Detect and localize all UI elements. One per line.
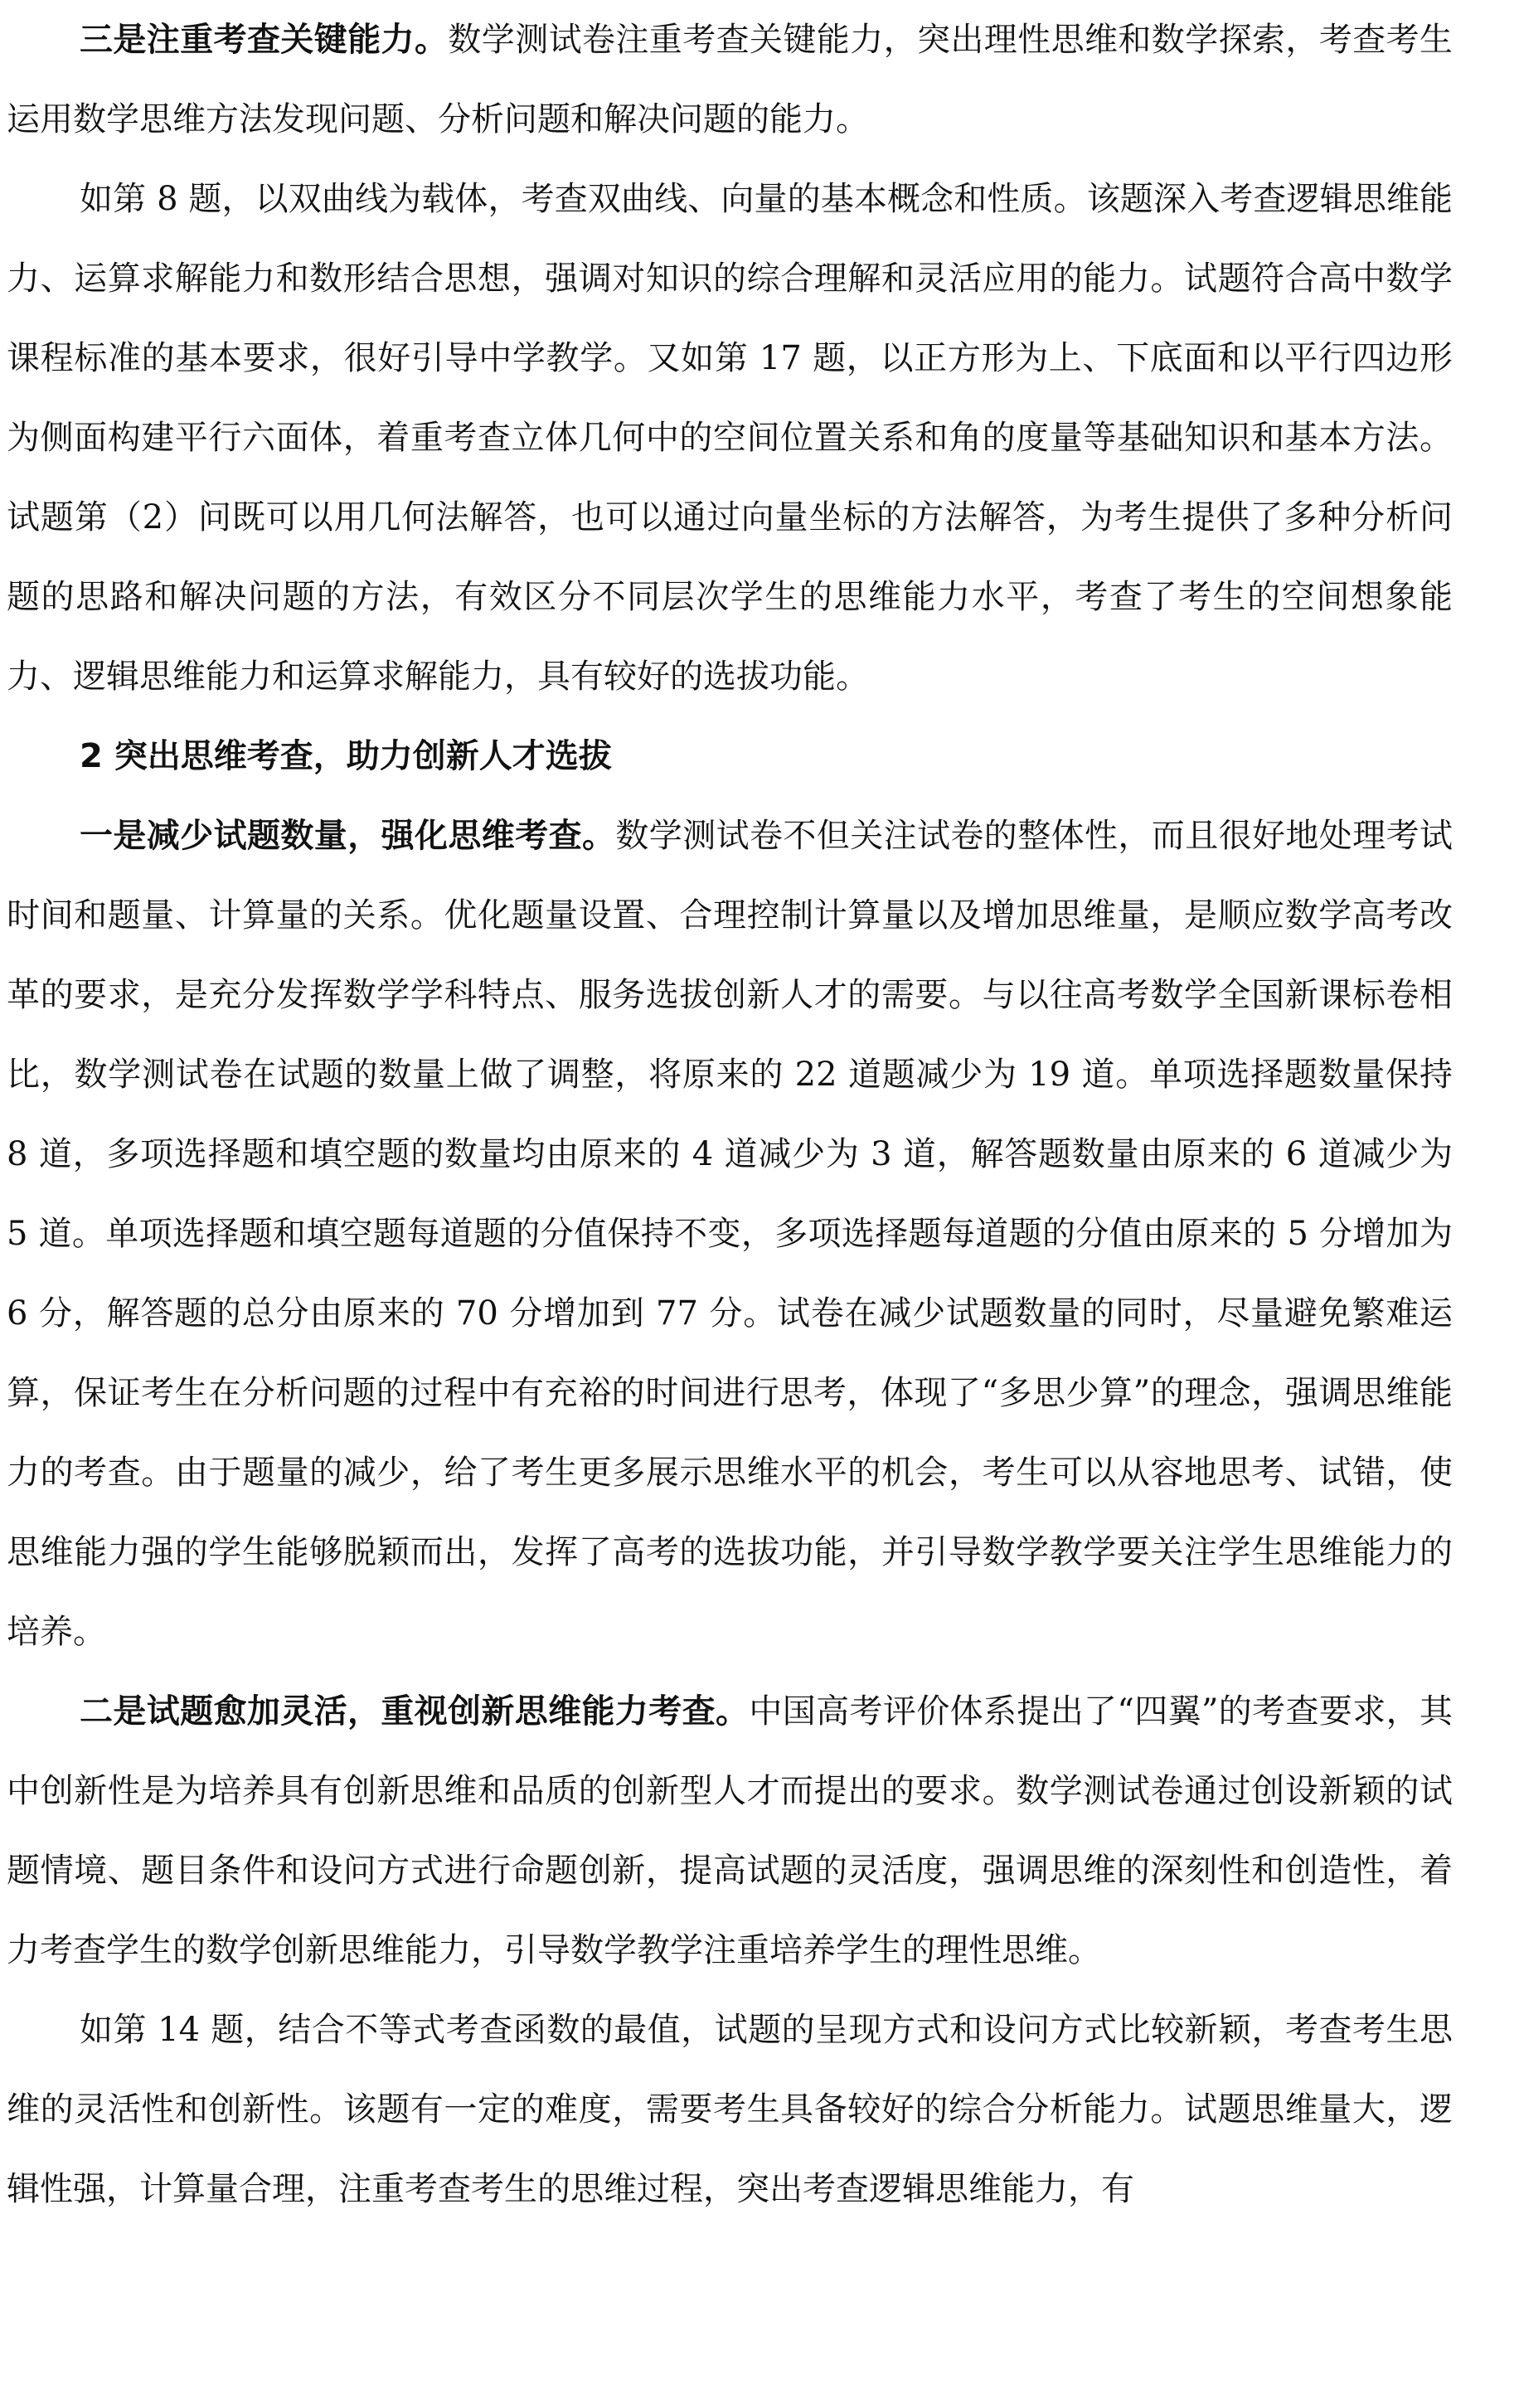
document-page bbox=[7, 0, 1453, 2229]
paragraph-text: 如第 14 题，结合不等式考查函数的最值，试题的呈现方式和设问方式比较新颖，考查考生思维的灵活性和创新性。该题有一定的难度，需要考生具备较好的综合分析能力。试题思维量大，逻辑性强，计算量合理，注重考查考生的思维过程，突出考查逻辑思维能力，有 bbox=[7, 2011, 1453, 2208]
section-heading: 2 突出思维考查，助力创新人才选拔 bbox=[80, 737, 612, 775]
paragraph-flexible-questions bbox=[7, 1672, 1453, 1990]
paragraph-key-abilities bbox=[7, 0, 1453, 159]
paragraph-example-q8-q17 bbox=[7, 159, 1453, 716]
paragraph-example-q14 bbox=[7, 1990, 1453, 2229]
paragraph-lead: 三是注重考查关键能力。 bbox=[80, 21, 449, 59]
paragraph-text: 数学测试卷不但关注试卷的整体性，而且很好地处理考试时间和题量、计算量的关系。优化题量设置、合理控制计算量以及增加思维量，是顺应数学高考改革的要求，是充分发挥数学学科特点、服务选拔创新人才的需要。与以往高考数学全国新课标卷相比，数学测试卷在试题的数量上做了调整，将原来的 22 道题减少为 19 道。单项选择题数量保持 8 道，多项选择题和填空题的数量均由原来的 4 道减少为 3 道，解答题数量由原来的 6 道减少为 5 道。单项选择题和填空题每道题的分值保持不变，多项选择题每道题的分值由原来的 5 分增加为 6 分，解答题的总分由原来的 70 分增加到 77 分。试卷在减少试题数量的同时，尽量避免繁难运算，保证考生在分析问题的过程中有充裕的时间进行思考，体现了“多思少算”的理念，强调思维能力的考查。由于题量的减少，给了考生更多展示思维水平的机会，考生可以从容地思考、试错，使思维能力强的学生能够脱颖而出，发挥了高考的选拔功能，并引导数学教学要关注学生思维能力的培养。 bbox=[7, 817, 1453, 1651]
paragraph-lead: 二是试题愈加灵活，重视创新思维能力考查。 bbox=[80, 1692, 750, 1731]
paragraph-text: 中国高考评价体系提出了“四翼”的考查要求，其中创新性是为培养具有创新思维和品质的创新型人才而提出的要求。数学测试卷通过创设新颖的试题情境、题目条件和设问方式进行命题创新，提高试题的灵活度，强调思维的深刻性和创造性，着力考查学生的数学创新思维能力，引导数学教学注重培养学生的理性思维。 bbox=[7, 1692, 1453, 1969]
paragraph-reduce-questions bbox=[7, 796, 1453, 1672]
paragraph-text: 数学测试卷注重考查关键能力，突出理性思维和数学探索，考查考生运用数学思维方法发现问题、分析问题和解决问题的能力。 bbox=[7, 21, 1453, 138]
paragraph-lead: 一是减少试题数量，强化思维考查。 bbox=[80, 817, 616, 855]
paragraph-text: 如第 8 题，以双曲线为载体，考查双曲线、向量的基本概念和性质。该题深入考查逻辑思维能力、运算求解能力和数形结合思想，强调对知识的综合理解和灵活应用的能力。试题符合高中数学课程标准的基本要求，很好引导中学教学。又如第 17 题，以正方形为上、下底面和以平行四边形为侧面构建平行六面体，着重考查立体几何中的空间位置关系和角的度量等基础知识和基本方法。试题第（2）问既可以用几何法解答，也可以通过向量坐标的方法解答，为考生提供了多种分析问题的思路和解决问题的方法，有效区分不同层次学生的思维能力水平，考查了考生的空间想象能力、逻辑思维能力和运算求解能力，具有较好的选拔功能。 bbox=[7, 180, 1453, 696]
